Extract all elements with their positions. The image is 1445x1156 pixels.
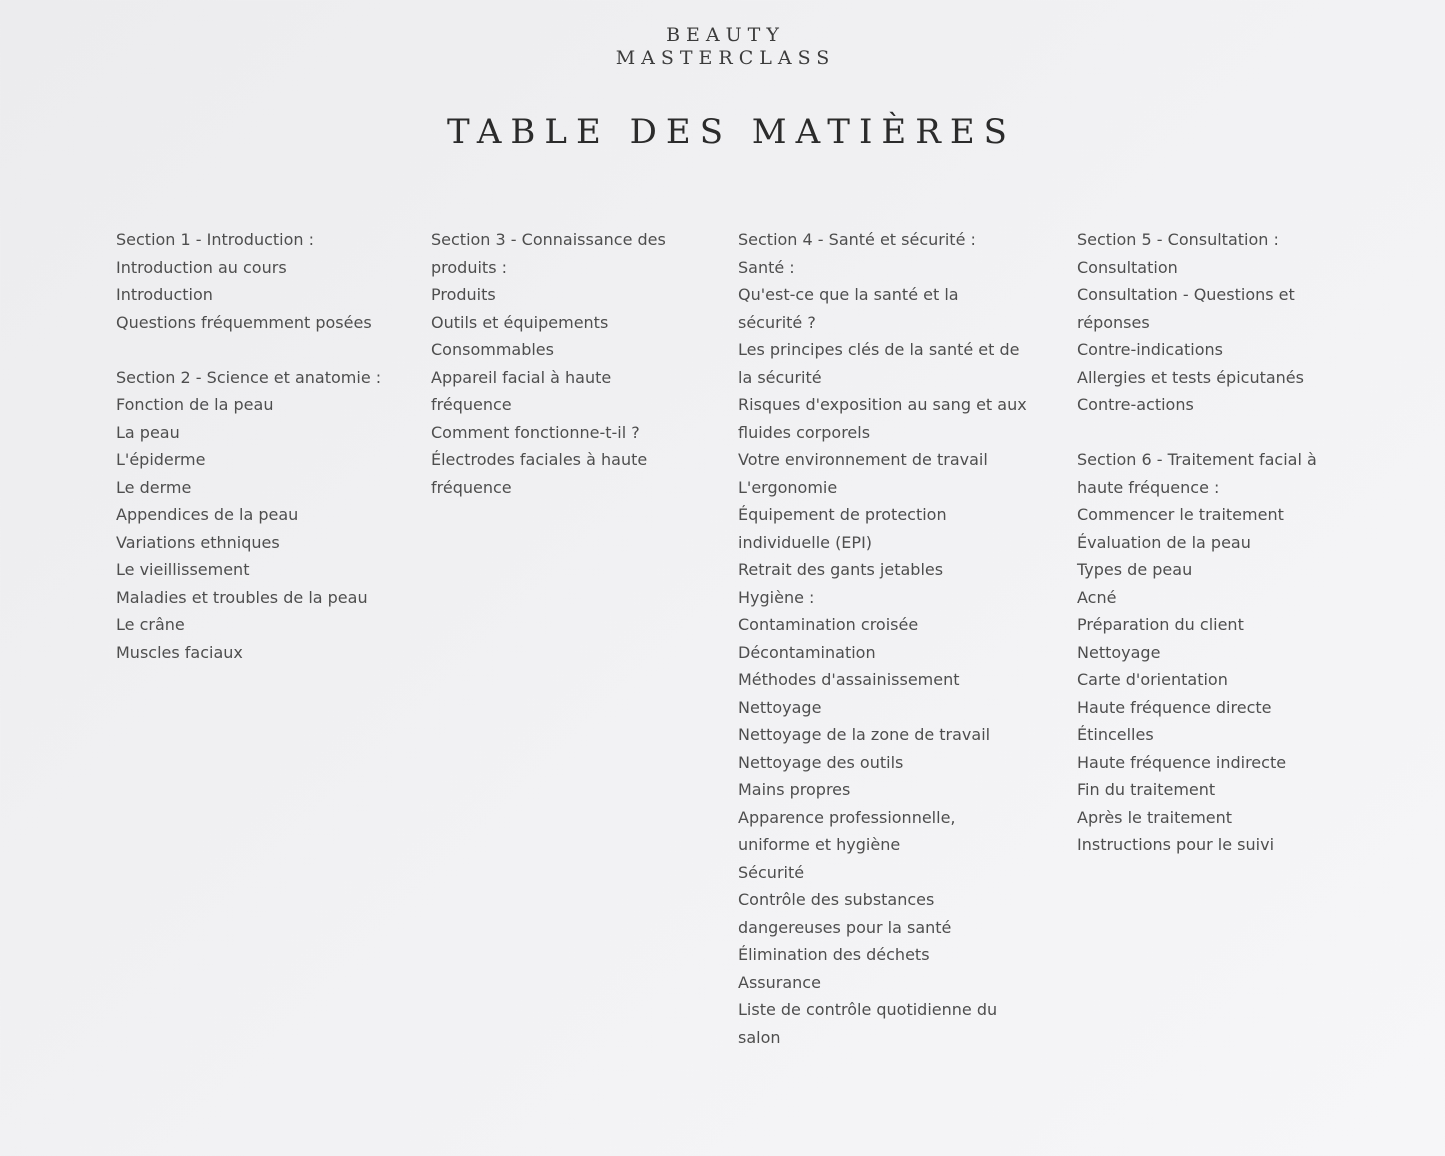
toc-entry: produits :: [431, 257, 507, 277]
toc-entry: Évaluation de la peau: [1077, 532, 1251, 552]
toc-entry: Types de peau: [1077, 560, 1193, 579]
toc-entry: Électrodes faciales à haute: [431, 450, 648, 469]
toc-entry: Hygiène :: [738, 587, 815, 607]
toc-entry: Qu'est-ce que la santé et la: [738, 285, 959, 304]
toc-entry: Contre-indications: [1077, 340, 1223, 359]
toc-entry: Appareil facial à haute: [431, 367, 612, 387]
toc-entry: Comment fonctionne-t-il ?: [431, 422, 640, 442]
toc-entry: L'épiderme: [116, 450, 206, 469]
toc-entry: Risques d'exposition au sang et aux: [738, 395, 1027, 414]
brand-line-masterclass: MASTERCLASS: [615, 47, 836, 69]
toc-entry: Fonction de la peau: [116, 395, 274, 414]
toc-entry: individuelle (EPI): [738, 532, 873, 552]
toc-entry: la sécurité: [738, 367, 822, 387]
toc-entry: Muscles faciaux: [116, 642, 243, 662]
toc-entry: Carte d'orientation: [1077, 670, 1228, 689]
toc-section-heading: Section 5 - Consultation :: [1077, 230, 1279, 249]
section-spacer: [116, 336, 416, 364]
toc-entry: Sécurité: [738, 862, 805, 882]
toc-entry: L'ergonomie: [738, 477, 838, 497]
toc-entry: Étincelles: [1077, 725, 1154, 744]
toc-entry: Outils et équipements: [431, 312, 609, 332]
toc-entry: Consommables: [431, 340, 554, 359]
toc-entry: fréquence: [431, 395, 512, 414]
toc-entry: sécurité ?: [738, 312, 816, 332]
brand-logo: [0, 24, 1445, 70]
page-title: TABLE DES MATIÈRES: [447, 112, 1016, 152]
toc-entry: Nettoyage des outils: [738, 752, 904, 772]
toc-entry: Mains propres: [738, 780, 851, 799]
toc-entry: fluides corporels: [738, 422, 871, 442]
toc-column-3: [738, 226, 1048, 1051]
toc-entry: Décontamination: [738, 642, 876, 662]
toc-entry: Consultation - Questions et: [1077, 285, 1295, 304]
toc-entry: Nettoyage: [1077, 642, 1161, 662]
toc-entry: Le crâne: [116, 615, 185, 634]
toc-column-2: [431, 226, 711, 501]
toc-entry: Instructions pour le suivi: [1077, 835, 1275, 854]
toc-section-heading: Section 4 - Santé et sécurité :: [738, 230, 976, 249]
toc-entry: Allergies et tests épicutanés: [1077, 367, 1304, 387]
toc-entry: Préparation du client: [1077, 615, 1244, 634]
toc-entry: fréquence: [431, 477, 512, 497]
toc-section-heading: Section 3 - Connaissance des: [431, 230, 666, 249]
toc-section-heading: Section 6 - Traitement facial à: [1077, 450, 1317, 469]
toc-entry: Contrôle des substances: [738, 890, 935, 909]
toc-entry: salon: [738, 1027, 781, 1047]
toc-entry: Introduction au cours: [116, 257, 287, 277]
brand-line-beauty: BEAUTY: [666, 24, 785, 46]
toc-entry: Liste de contrôle quotidienne du: [738, 1000, 998, 1019]
toc-entry: Après le traitement: [1077, 807, 1233, 827]
toc-entry: Acné: [1077, 587, 1117, 607]
toc-entry: Maladies et troubles de la peau: [116, 587, 368, 607]
toc-column-4: [1077, 226, 1377, 859]
toc-entry: dangereuses pour la santé: [738, 917, 952, 937]
toc-entry: Équipement de protection: [738, 505, 947, 524]
toc-entry: Variations ethniques: [116, 532, 280, 552]
toc-column-1: [116, 226, 416, 666]
toc-entry: Nettoyage: [738, 697, 822, 717]
toc-entry: Élimination des déchets: [738, 945, 930, 964]
toc-entry: Produits: [431, 285, 496, 304]
toc-section-heading: Section 2 - Science et anatomie :: [116, 367, 382, 387]
toc-entry: Haute fréquence indirecte: [1077, 752, 1287, 772]
toc-entry: Contamination croisée: [738, 615, 919, 634]
toc-entry: Méthodes d'assainissement: [738, 670, 960, 689]
toc-entry: Haute fréquence directe: [1077, 697, 1272, 717]
toc-entry: La peau: [116, 422, 180, 442]
toc-entry: Les principes clés de la santé et de: [738, 340, 1020, 359]
toc-entry: Fin du traitement: [1077, 780, 1216, 799]
toc-entry: Introduction: [116, 285, 213, 304]
toc-entry: Consultation: [1077, 257, 1178, 277]
toc-entry: Apparence professionnelle,: [738, 807, 956, 827]
toc-entry: Assurance: [738, 972, 821, 992]
toc-entry: Santé :: [738, 257, 795, 277]
toc-entry: Commencer le traitement: [1077, 505, 1284, 524]
toc-entry: Votre environnement de travail: [738, 450, 988, 469]
toc-entry: Le vieillissement: [116, 560, 250, 579]
toc-entry: Contre-actions: [1077, 395, 1194, 414]
toc-section-heading: Section 1 - Introduction :: [116, 230, 315, 249]
toc-entry: haute fréquence :: [1077, 477, 1220, 497]
toc-entry: uniforme et hygiène: [738, 835, 901, 854]
toc-entry: Appendices de la peau: [116, 505, 299, 524]
toc-entry: Questions fréquemment posées: [116, 312, 372, 332]
toc-entry: Le derme: [116, 477, 192, 497]
toc-entry: réponses: [1077, 312, 1150, 332]
section-spacer: [1077, 419, 1377, 447]
toc-entry: Retrait des gants jetables: [738, 560, 944, 579]
toc-entry: Nettoyage de la zone de travail: [738, 725, 991, 744]
